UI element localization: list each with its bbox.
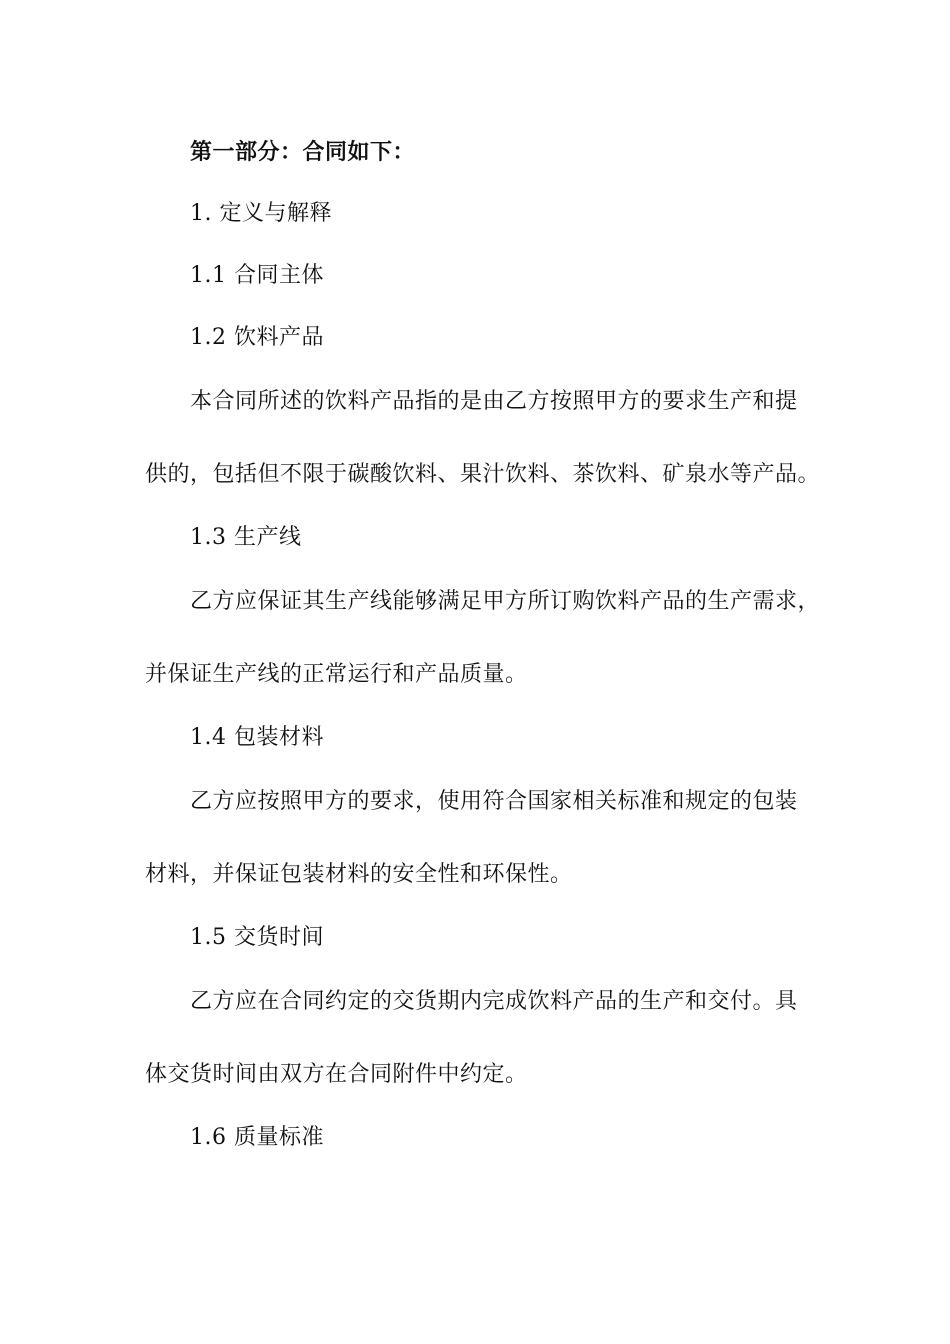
section-1-2-paragraph-line-1: 本合同所述的饮料产品指的是由乙方按照甲方的要求生产和提: [190, 389, 798, 414]
section-1-5-paragraph-line-1: 乙方应在合同约定的交货期内完成饮料产品的生产和交付。具: [190, 989, 798, 1014]
section-1-1-title: 1.1 合同主体: [190, 263, 324, 288]
section-1-title: 1. 定义与解释: [190, 201, 332, 226]
section-1-5-paragraph-line-2: 体交货时间由双方在合同附件中约定。: [145, 1062, 528, 1087]
section-1-4-paragraph-line-2: 材料，并保证包装材料的安全性和环保性。: [145, 862, 573, 887]
section-1-6-title: 1.6 质量标准: [190, 1125, 324, 1150]
section-1-4-paragraph-line-1: 乙方应按照甲方的要求，使用符合国家相关标准和规定的包装: [190, 789, 798, 814]
section-1-2-title: 1.2 饮料产品: [190, 325, 324, 350]
section-1-3-title: 1.3 生产线: [190, 525, 302, 550]
section-1-3-paragraph-line-1: 乙方应保证其生产线能够满足甲方所订购饮料产品的生产需求，: [190, 589, 821, 614]
section-1-4-title: 1.4 包装材料: [190, 725, 324, 750]
section-1-2-paragraph-line-2: 供的，包括但不限于碳酸饮料、果汁饮料、茶饮料、矿泉水等产品。: [145, 462, 821, 487]
section-1-3-paragraph-line-2: 并保证生产线的正常运行和产品质量。: [145, 662, 528, 687]
part-heading: 第一部分：合同如下：: [190, 140, 416, 165]
section-1-5-title: 1.5 交货时间: [190, 925, 324, 950]
